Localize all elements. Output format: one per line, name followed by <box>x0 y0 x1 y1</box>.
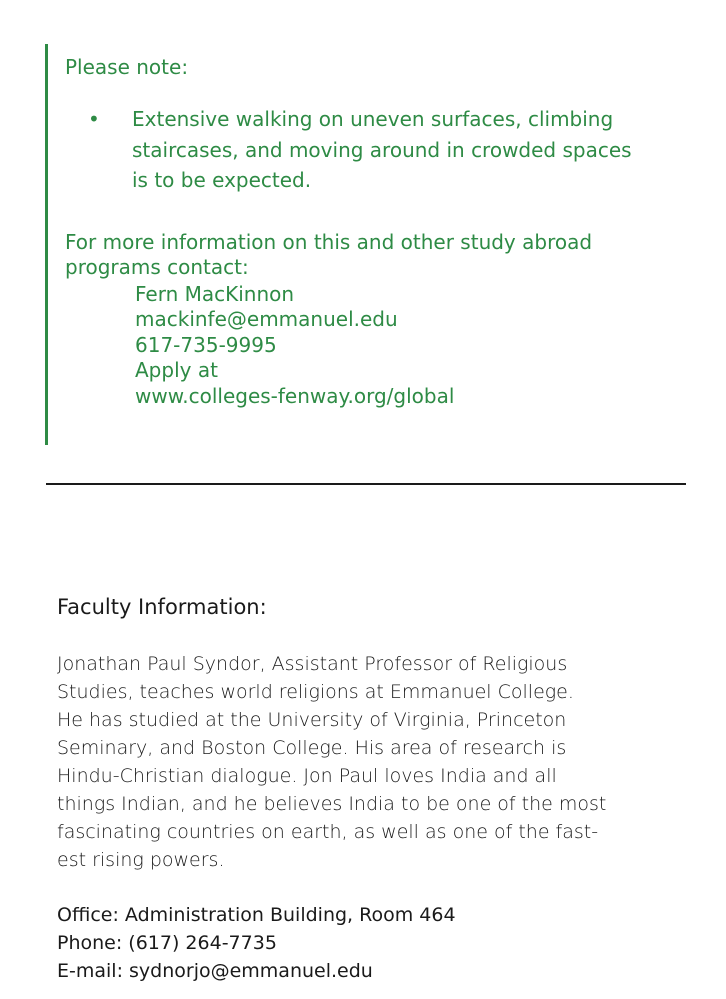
apply-url-link[interactable]: www.colleges-fenway.org/global <box>135 383 455 408</box>
section-divider <box>46 483 686 485</box>
faculty-heading: Faculty Information: <box>57 595 267 619</box>
bullet-line: staircases, and moving around in crowded spaces <box>132 137 632 162</box>
apply-label: Apply at <box>135 358 218 383</box>
contact-intro-line: programs contact: <box>65 255 249 279</box>
contact-email[interactable]: mackinfe@emmanuel.edu <box>135 307 398 332</box>
note-heading: Please note: <box>65 55 189 79</box>
contact-name: Fern MacKinnon <box>135 282 295 306</box>
bullet-line: Extensive walking on uneven surfaces, climbing <box>132 107 614 131</box>
faculty-email[interactable]: E-mail: sydnorjo@emmanuel.edu <box>57 960 373 982</box>
bio-line: fascinating countries on earth, as well as one of the fast- <box>57 821 599 843</box>
bio-line: Jonathan Paul Syndor, Assistant Professor of Religious <box>57 653 568 675</box>
bio-line: Studies, teaches world religions at Emmanuel College. <box>57 681 574 703</box>
bio-line: He has studied at the University of Virginia, Princeton <box>57 709 567 731</box>
bullet-text <box>132 104 692 196</box>
bio-line: est rising powers. <box>57 849 225 871</box>
contact-intro <box>65 230 665 280</box>
bio-line: Seminary, and Boston College. His area of research is <box>57 737 567 759</box>
faculty-contact <box>57 901 456 985</box>
contact-details <box>135 282 454 409</box>
contact-intro-line: For more information on this and other study abroad <box>65 230 593 254</box>
bullet-marker: • <box>88 107 100 131</box>
note-box <box>45 44 688 445</box>
bio-line: things Indian, and he believes India to be one of the most <box>57 793 607 815</box>
bio-line: Hindu-Christian dialogue. Jon Paul loves India and all <box>57 765 557 787</box>
faculty-phone: Phone: (617) 264-7735 <box>57 932 277 954</box>
bullet-line: is to be expected. <box>132 168 312 192</box>
faculty-bio <box>57 650 685 874</box>
contact-phone: 617-735-9995 <box>135 332 277 357</box>
faculty-office: Office: Administration Building, Room 464 <box>57 904 456 926</box>
